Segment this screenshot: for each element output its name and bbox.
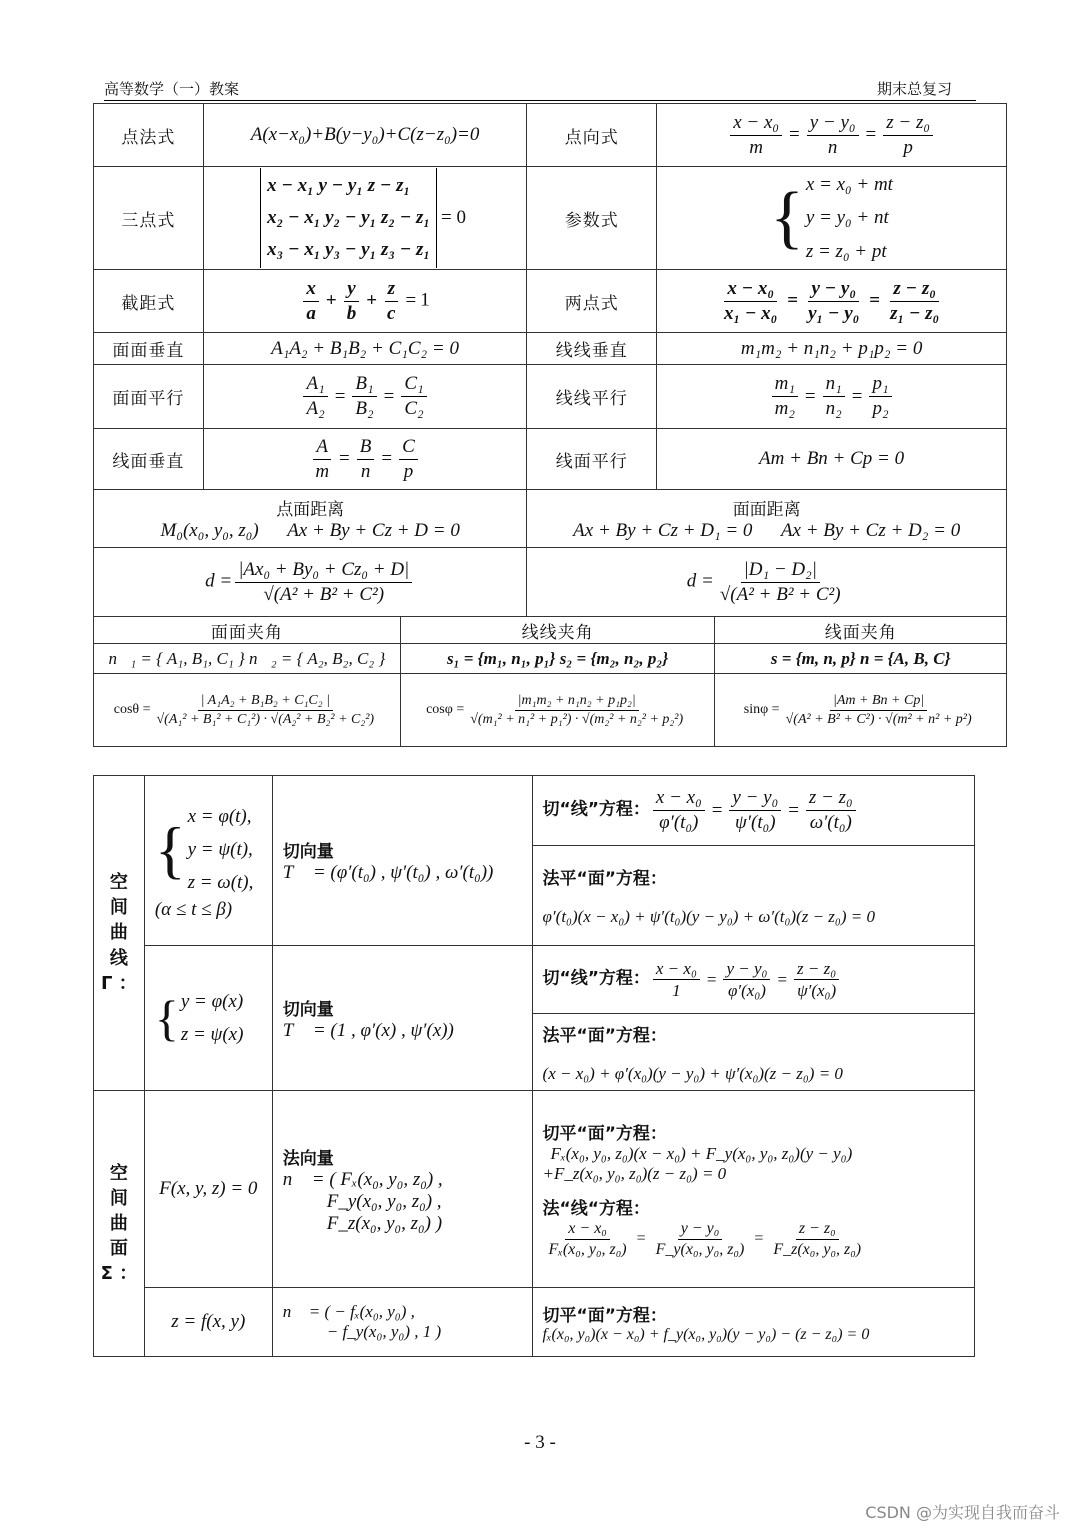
table-row <box>94 548 1007 617</box>
line-directions: s₁ = {m₁, n₁, p₁} s₂ = {m₂, n₂, p₂} <box>400 644 715 674</box>
surface2-tangent-plane: 切平“面”方程： fₓ(x₀, y₀)(x − x₀) + f_y(x₀, y₀)(y − y₀) − (z − z₀) = 0 <box>532 1288 974 1357</box>
formula-table-curves-surfaces <box>93 775 975 1357</box>
formula-point-direction: $\frac{\text{x − x₀}}{m}$ = $\frac{\text{y − y₀}}{n}$ = $\frac{\text{z − z₀}}{p}$ <box>657 104 1007 167</box>
table-row <box>94 1288 975 1357</box>
header-title: 高等数学（一）教案 <box>104 80 240 98</box>
surface1-tangent-plane-normal-line: 切平“面”方程： Fₓ(x₀, y₀, z₀)(x − x₀) + F_y(x₀, y₀, z₀)(y − y₀) +F_z(x₀, y₀, z₀)(z − z₀) = 0 法“线“方程： $\frac{\text{x − x₀}}{\text{Fₓ(x₀, y₀, z₀)}}$ = $\frac{\text{y − y₀}}{\text{F\_y(x₀, y₀, z₀)}}$ = $\frac{\text{z − z₀}}{\text{F\_z(x₀, y₀, z₀)}}$ <box>532 1091 974 1288</box>
formula-line-perp: m₁m₂ + n₁n₂ + p₁p₂ = 0 <box>657 333 1007 365</box>
table-row <box>94 270 1007 333</box>
curve2-tangent-vector: 切向量 T⃗ = (1 , φ′(x) , ψ′(x)) <box>272 946 532 1091</box>
formula-line-parallel: $\frac{\text{m₁}}{\text{m₂}}$ = $\frac{\text{n₁}}{\text{n₂}}$ = $\frac{\text{p₁}}{\text{p₂}}$ <box>657 365 1007 429</box>
determinant: x − x₁ y − y₁ z − z₁ x₂ − x₁ y₂ − y₁ z₂ − z₁ x₃ − x₁ y₃ − y₁ z₃ − z₁ <box>260 168 437 269</box>
plane-plane-distance-formula: d = $\frac{\text{|D₁ − D₂|}}{\text{√(A² + B² + C²)}}$ <box>527 548 1007 617</box>
table-row <box>94 333 1007 365</box>
page-number: - 3 - <box>524 1432 556 1453</box>
table-row <box>94 1091 975 1288</box>
curve2-system: { y = φ(x) z = ψ(x) <box>144 946 272 1091</box>
label-point-normal: 点法式 <box>94 104 204 167</box>
table-row <box>94 429 1007 490</box>
curve1-normal-plane: 法平“面”方程： φ′(t₀)(x − x₀) + ψ′(t₀)(y − y₀) + ω′(t₀)(z − z₀) = 0 <box>532 846 974 946</box>
table-row <box>94 490 1007 548</box>
header-section: 期末总复习 <box>876 80 952 98</box>
table-row <box>94 776 975 846</box>
label-intercept: 截距式 <box>94 270 204 333</box>
label-line-plane-perp: 线面垂直 <box>94 429 204 490</box>
point-plane-distance-setup: 点面距离 M₀(x₀, y₀, z₀) Ax + By + Cz + D = 0 <box>94 490 527 548</box>
formula-plane-parallel: $\frac{\text{A₁}}{\text{A₂}}$ = $\frac{\text{B₁}}{\text{B₂}}$ = $\frac{\text{C₁}}{\text{C₂}}$ <box>203 365 527 429</box>
table-row <box>94 104 1007 167</box>
watermark: CSDN @为实现自我而奋斗 <box>865 1503 1060 1522</box>
label-line-plane-parallel: 线面平行 <box>527 429 657 490</box>
page-header <box>104 78 976 101</box>
point-plane-distance-formula: d = $\frac{\text{|Ax₀ + By₀ + Cz₀ + D|}}{\text{√(A² + B² + C²)}}$ <box>94 548 527 617</box>
table-row <box>94 365 1007 429</box>
table-row <box>94 674 1007 747</box>
curve1-tangent-line: 切“线”方程： $\frac{\text{x − x₀}}{\text{φ′(t₀)}}$ = $\frac{\text{y − y₀}}{\text{ψ′(t₀)}}$ = $\frac{\text{z − z₀}}{\text{ω′(t₀)}}$ <box>532 776 974 846</box>
curve2-normal-plane: 法平“面”方程： (x − x₀) + φ′(x₀)(y − y₀) + ψ′(x₀)(z − z₀) = 0 <box>532 1014 974 1091</box>
table-row <box>94 946 975 1014</box>
formula-two-point: $\frac{\text{x − x₀}}{\text{x₁ − x₀}}$ = $\frac{\text{y − y₀}}{\text{y₁ − y₀}}$ = $\frac{\text{z − z₀}}{\text{z₁ − z₀}}$ <box>657 270 1007 333</box>
title-plane-angle: 面面夹角 <box>94 617 401 644</box>
title-line-angle: 线线夹角 <box>400 617 715 644</box>
formula-point-normal: A(x−x₀)+B(y−y₀)+C(z−z₀)=0 <box>203 104 527 167</box>
label-line-perp: 线线垂直 <box>527 333 657 365</box>
formula-three-point: x − x₁ y − y₁ z − z₁ x₂ − x₁ y₂ − y₁ z₂ − z₁ x₃ − x₁ y₃ − y₁ z₃ − z₁= 0 <box>203 167 527 270</box>
line-plane-vectors: s = {m, n, p} n = {A, B, C} <box>715 644 1007 674</box>
formula-table-lines-planes <box>93 103 1007 617</box>
table-row <box>94 167 1007 270</box>
table-row <box>94 644 1007 674</box>
table-row <box>94 617 1007 644</box>
label-line-parallel: 线线平行 <box>527 365 657 429</box>
label-point-direction: 点向式 <box>527 104 657 167</box>
plane-angle-formula: cosθ = $\frac{\text{| A₁A₂ + B₁B₂ + C₁C₂ |}}{\text{√(A₁² + B₁² + C₁²) · √(A₂² + B₂² + C₂²)}}$ <box>94 674 401 747</box>
line-plane-angle-formula: sinφ = $\frac{|Am + Bn + Cp|}{\text{√(A² + B² + C²) · √(m² + n² + p²)}}$ <box>715 674 1007 747</box>
surface-implicit-equation: F(x, y, z) = 0 <box>144 1091 272 1288</box>
label-two-point: 两点式 <box>527 270 657 333</box>
formula-plane-perp: A₁A₂ + B₁B₂ + C₁C₂ = 0 <box>203 333 527 365</box>
label-plane-perp: 面面垂直 <box>94 333 204 365</box>
formula-line-plane-perp: $\frac{A}{m}$ = $\frac{B}{n}$ = $\frac{C}{p}$ <box>203 429 527 490</box>
surface-explicit-equation: z = f(x, y) <box>144 1288 272 1357</box>
curve1-tangent-vector: 切向量 T⃗ = (φ′(t₀) , ψ′(t₀) , ω′(t₀)) <box>272 776 532 946</box>
label-parametric: 参数式 <box>527 167 657 270</box>
space-curve-label: 空 间 曲 线 Γ ： <box>94 776 145 1091</box>
line-angle-formula: cosφ = $\frac{\text{|m₁m₂ + n₁n₂ + p₁p₂|}}{\text{√(m₁² + n₁² + p₁²) · √(m₂² + n₂² + p₂²)}}$ <box>400 674 715 747</box>
title-line-plane-angle: 线面夹角 <box>715 617 1007 644</box>
plane-normals: n⃗₁ = { A₁, B₁, C₁ } n⃗₂ = { A₂, B₂, C₂ } <box>94 644 401 674</box>
formula-parametric: { x = x₀ + mt y = y₀ + nt z = z₀ + pt <box>657 167 1007 270</box>
formula-intercept: $\frac{x}{a}$ + $\frac{y}{b}$ + $\frac{z}{c}$ = 1 <box>203 270 527 333</box>
label-plane-parallel: 面面平行 <box>94 365 204 429</box>
formula-line-plane-parallel: Am + Bn + Cp = 0 <box>657 429 1007 490</box>
surface1-normal-vector: 法向量 n⃗ = ( Fₓ(x₀, y₀, z₀) , F_y(x₀, y₀, z₀) , F_z(x₀, y₀, z₀) ) <box>272 1091 532 1288</box>
space-surface-label: 空 间 曲 面 Σ ： <box>94 1091 145 1357</box>
label-three-point: 三点式 <box>94 167 204 270</box>
plane-plane-distance-setup: 面面距离 Ax + By + Cz + D₁ = 0 Ax + By + Cz + D₂ = 0 <box>527 490 1007 548</box>
curve2-tangent-line: 切“线”方程： $\frac{\text{x − x₀}}{1}$ = $\frac{\text{y − y₀}}{\text{φ′(x₀)}}$ = $\frac{\text{z − z₀}}{\text{ψ′(x₀)}}$ <box>532 946 974 1014</box>
formula-table-angles <box>93 616 1007 747</box>
surface2-normal-vector: n⃗ = ( − fₓ(x₀, y₀) , − f_y(x₀, y₀) , 1 ) <box>272 1288 532 1357</box>
curve1-param-system: { x = φ(t), y = ψ(t), z = ω(t), (α ≤ t ≤ β) <box>144 776 272 946</box>
